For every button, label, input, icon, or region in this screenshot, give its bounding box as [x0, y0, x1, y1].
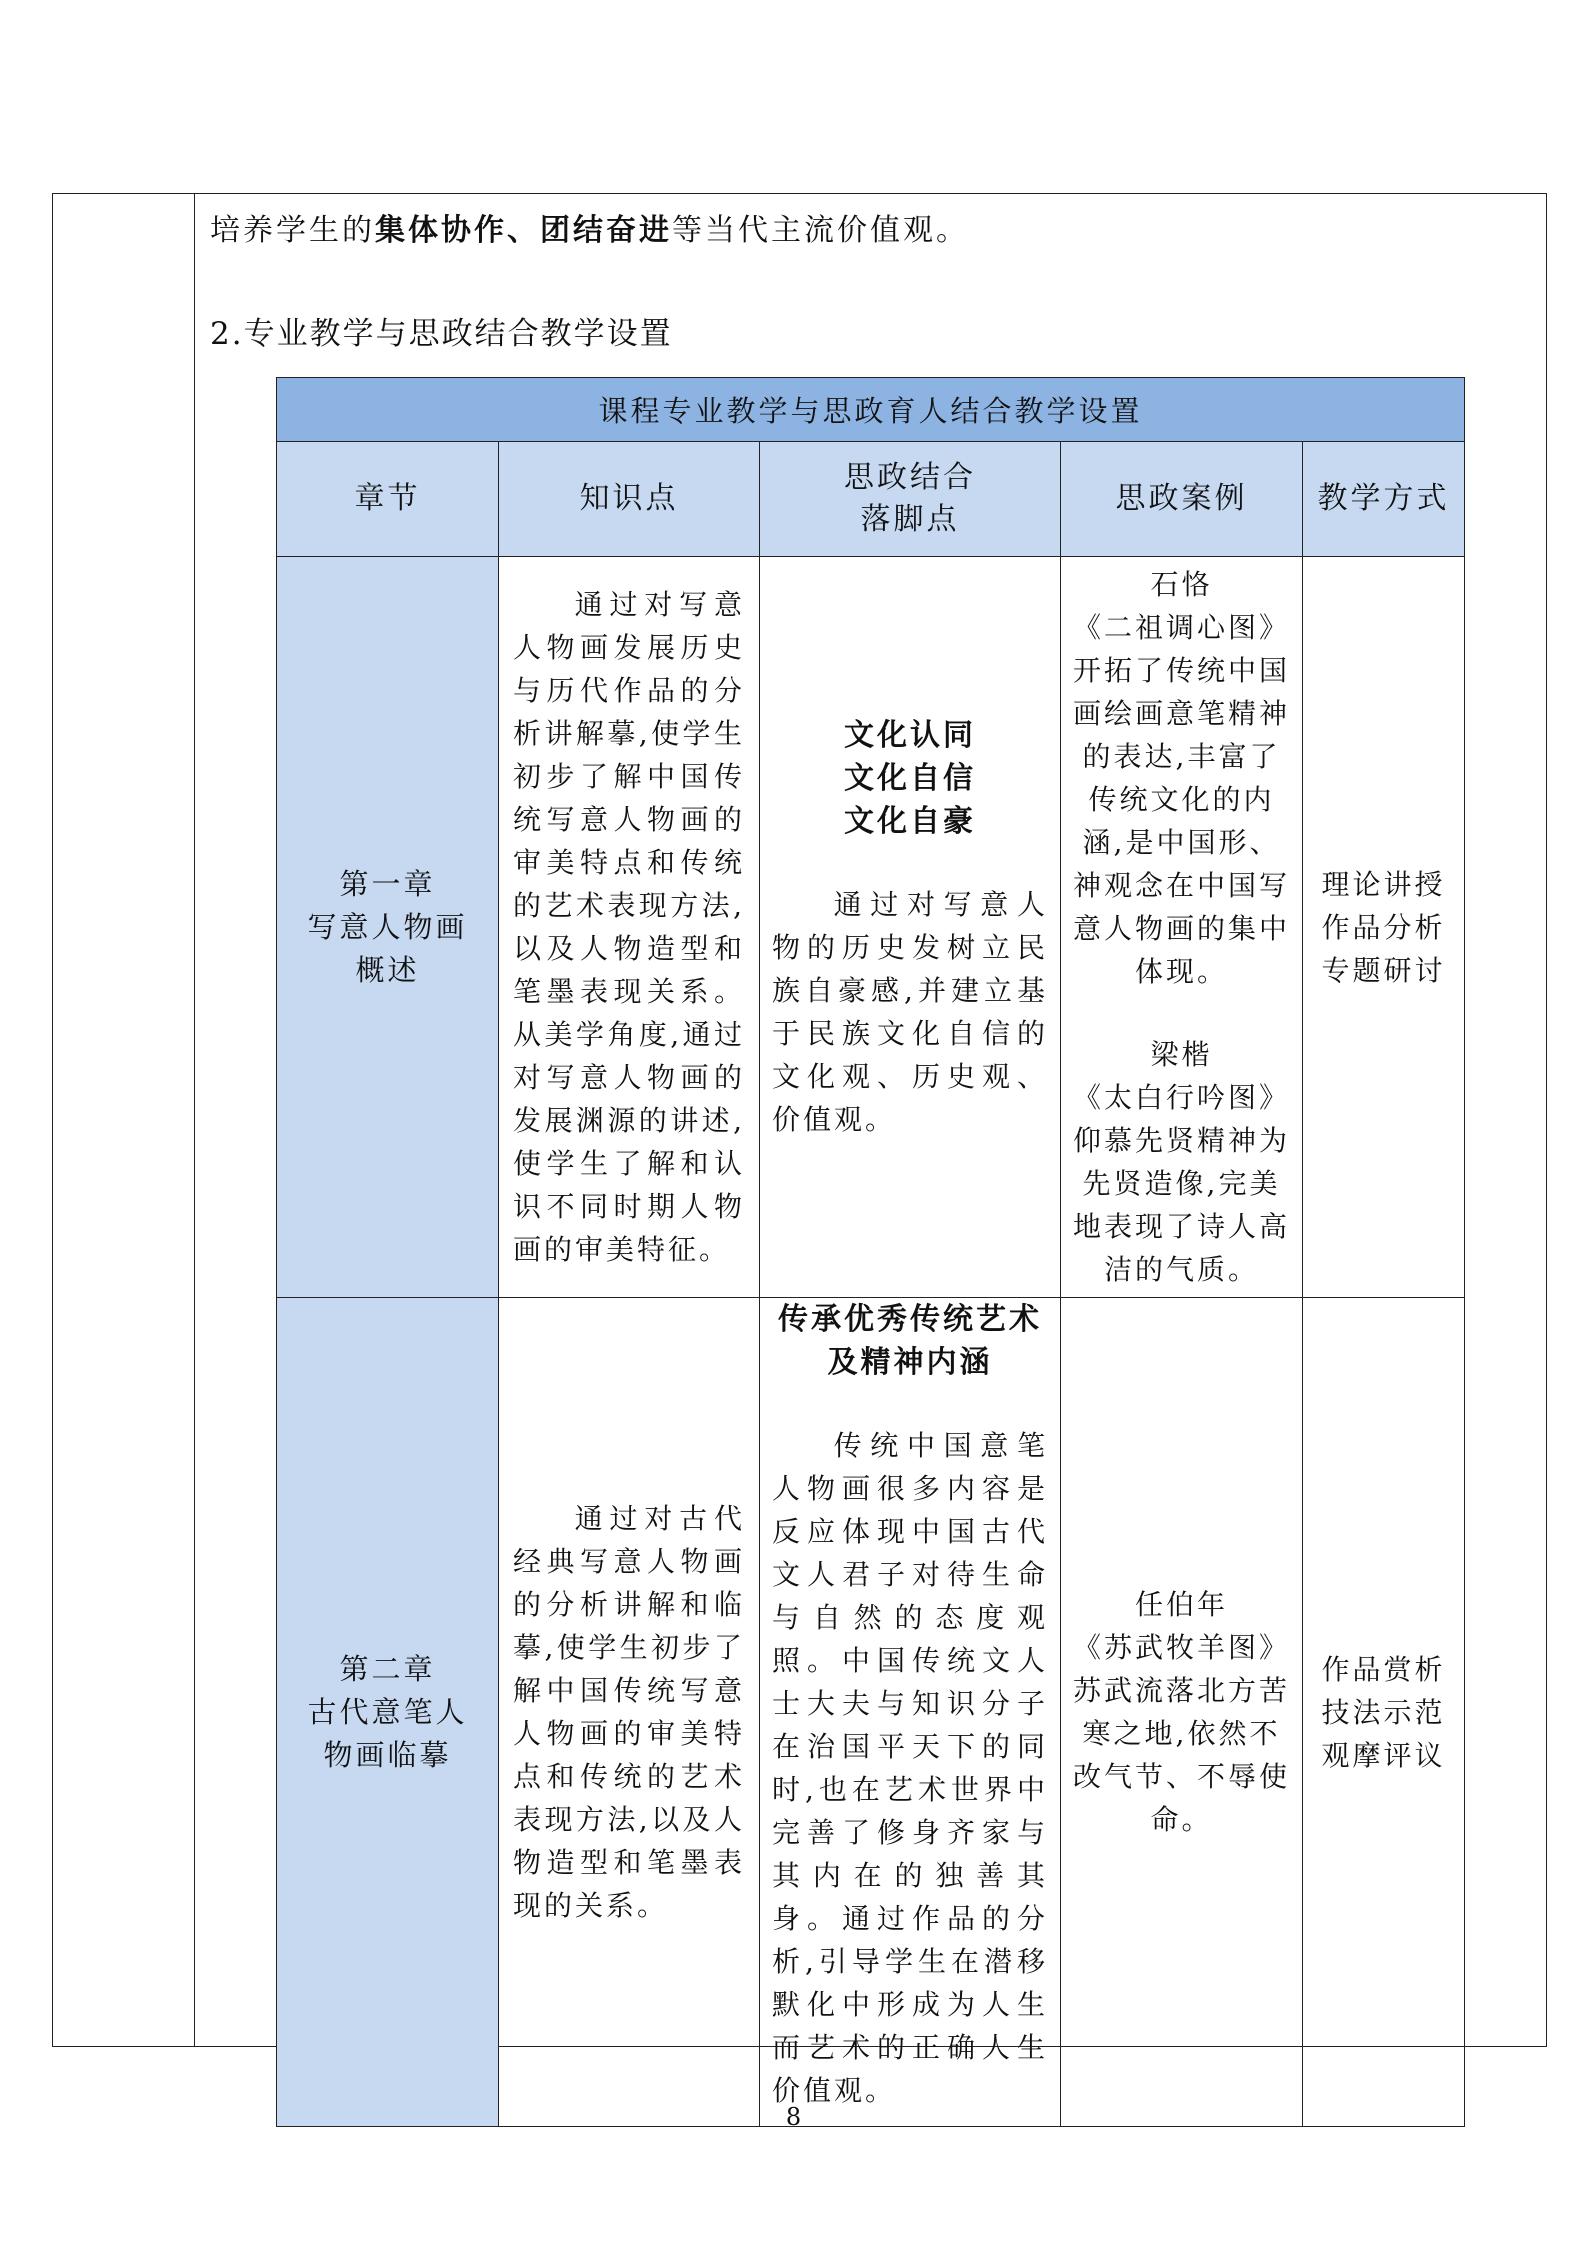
intro-bold: 集体协作、团结奋进: [375, 213, 672, 248]
page-number: 8: [785, 2103, 802, 2131]
case-description: 开拓了传统中国画绘画意笔精神的表达,丰富了传统文化的内涵,是中国形、神观念在中国写意人物画的集中体现。: [1072, 654, 1290, 988]
focus-keyword: 文化自信: [844, 760, 976, 796]
case-description: 苏武流落北方苦寒之地,依然不改气节、不辱使命。: [1072, 1674, 1290, 1836]
case-work: 《苏武牧羊图》: [1072, 1631, 1290, 1664]
chapter-number: 第一章: [339, 866, 436, 901]
method-item: 作品分析: [1321, 910, 1446, 944]
focus-keyword: 文化认同: [844, 717, 976, 753]
outer-column-divider: [194, 194, 195, 2046]
chapter-title: 写意人物画: [307, 909, 468, 944]
header-method: 教学方式: [1303, 442, 1465, 557]
header-sizheng-line2: 落脚点: [860, 502, 960, 537]
chapter-title-cont: 物画临摹: [323, 1737, 452, 1772]
focus-keyword: 及精神内涵: [827, 1345, 993, 1380]
intro-suffix: 等当代主流价值观。: [672, 213, 969, 248]
table-row: [277, 1298, 1465, 2127]
sizheng-cell: [760, 1298, 1061, 2127]
knowledge-cell: [499, 1298, 760, 2127]
focus-description: 通过对写意人物的历史发树立民族自豪感,并建立基于民族文化自信的文化观、历史观、价值观。: [772, 887, 1048, 1136]
table-header-row: [277, 442, 1465, 557]
chapter-title: 古代意笔人: [307, 1694, 468, 1729]
header-chapter: 章节: [277, 442, 499, 557]
method-cell: [1303, 1298, 1465, 2127]
header-cases: 思政案例: [1061, 442, 1303, 557]
chapter-cell: [277, 557, 499, 1298]
table-title-row: [277, 378, 1465, 442]
case-artist: 梁楷: [1150, 1038, 1213, 1071]
header-sizheng-line1: 思政结合: [844, 460, 976, 495]
knowledge-cell: [499, 557, 760, 1298]
header-knowledge: 知识点: [499, 442, 760, 557]
section-heading: 2.专业教学与思政结合教学设置: [210, 316, 673, 352]
sizheng-cell: [760, 557, 1061, 1298]
table-title: 课程专业教学与思政育人结合教学设置: [277, 378, 1465, 442]
case-artist: 任伯年: [1134, 1588, 1228, 1621]
knowledge-text: 通过对写意人物画发展历史与历代作品的分析讲解摹,使学生初步了解中国传统写意人物画的审美特点和传统的艺术表现方法,以及人物造型和笔墨表现关系。从美学角度,通过对写意人物画的发展渊源的讲述,使学生了解和认识不同时期人物画的审美特征。: [513, 588, 745, 1266]
case-artist: 石恪: [1150, 568, 1213, 601]
focus-keyword: 传承优秀传统艺术: [778, 1302, 1042, 1337]
intro-line: [210, 205, 969, 249]
chapter-cell: [277, 1298, 499, 2127]
chapter-number: 第二章: [339, 1651, 436, 1686]
knowledge-text: 通过对古代经典写意人物画的分析讲解和临摹,使学生初步了解中国传统写意人物画的审美特点和传统的艺术表现方法,以及人物造型和笔墨表现的关系。: [513, 1502, 745, 1922]
method-item: 理论讲授: [1321, 867, 1446, 901]
method-item: 技法示范: [1321, 1695, 1446, 1729]
case-work: 《二祖调心图》: [1072, 611, 1290, 644]
case-work: 《太白行吟图》: [1072, 1081, 1290, 1114]
method-item: 观摩评议: [1321, 1738, 1446, 1772]
focus-keyword: 文化自豪: [844, 803, 976, 839]
chapter-title-cont: 概述: [355, 952, 420, 987]
focus-description: 传统中国意笔人物画很多内容是反应体现中国古代文人君子对待生命与自然的态度观照。中国传统文人士大夫与知识分子在治国平天下的同时,也在艺术世界中完善了修身齐家与其内在的独善其身。通过作品的分析,引导学生在潜移默化中形成为人生而艺术的正确人生价值观。: [772, 1429, 1048, 2107]
case-cell: [1061, 1298, 1303, 2127]
header-sizheng: [760, 442, 1061, 557]
case-cell: [1061, 557, 1303, 1298]
table-row: [277, 557, 1465, 1298]
case-description: 仰慕先贤精神为先贤造像,完美地表现了诗人高洁的气质。: [1072, 1124, 1290, 1286]
intro-prefix: 培养学生的: [210, 213, 375, 248]
method-item: 专题研讨: [1321, 953, 1446, 987]
teaching-plan-table: [276, 377, 1465, 2127]
method-item: 作品赏析: [1321, 1652, 1446, 1686]
method-cell: [1303, 557, 1465, 1298]
